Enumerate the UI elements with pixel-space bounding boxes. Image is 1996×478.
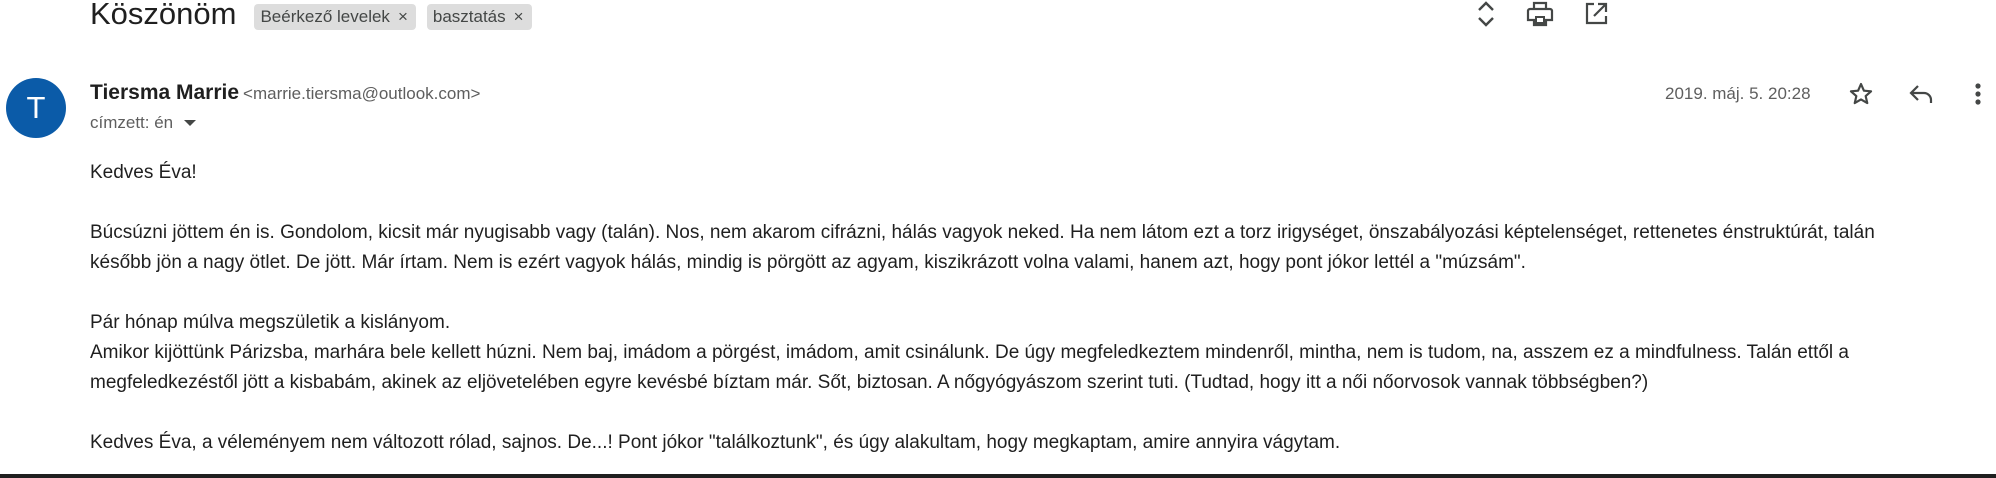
avatar[interactable] bbox=[6, 78, 66, 138]
sender-name[interactable]: Tiersma Marrie bbox=[90, 81, 240, 104]
paragraph-line: Pár hónap múlva megszületik a kislányom. bbox=[90, 312, 451, 333]
message-body bbox=[90, 158, 1980, 458]
open-in-new-window-icon[interactable] bbox=[1580, 0, 1612, 30]
label-chip-inbox[interactable] bbox=[254, 4, 415, 30]
paragraph-line: Amikor kijöttünk Párizsba, marhára bele kellett húzni. Nem baj, imádom a pörgést, imádom, amit csinálunk. De úgy megfeledkeztem mindenről, mintha, nem is tudom, na, asszem ez a mindfulness. Talán ettől a bbox=[90, 342, 1850, 363]
email-subject: Köszönöm bbox=[90, 0, 237, 31]
divider bbox=[0, 474, 1996, 478]
expand-collapse-icon[interactable] bbox=[1470, 0, 1502, 30]
more-vertical-icon[interactable] bbox=[1965, 78, 1991, 110]
star-icon[interactable] bbox=[1845, 78, 1877, 110]
paragraph-line: megfeledkezéstől jött a kisbabám, akinek az eljövetelében egyre kevésbé bíztam már. Sőt, biztosan. A nőgyógyászom szerint tuti. (Tudtad, hogy itt a női nőorvosok vannak többségben?) bbox=[90, 372, 1649, 393]
remove-label-icon[interactable]: × bbox=[397, 7, 408, 26]
subject-row bbox=[90, 0, 543, 34]
paragraph-line: Kedves Éva, a véleményem nem változott rólad, sajnos. De...! Pont jókor "találkoztunk", és úgy alakultam, hogy megkaptam, amire annyira vágytam. bbox=[90, 432, 1341, 453]
label-chip-text: basztatás bbox=[432, 7, 506, 26]
sender-email: <marrie.tiersma@outlook.com> bbox=[243, 84, 481, 103]
remove-label-icon[interactable]: × bbox=[513, 7, 524, 26]
paragraph-line: később jön a nagy ötlet. De jött. Már írtam. Nem is ezért vagyok hálás, mindig is pörgött az agyam, kiszikrázott volna valami, hanem azt, hogy pont jókor lettél a "múzsám". bbox=[90, 252, 1526, 273]
recipient-text: címzett: én bbox=[90, 113, 174, 132]
label-chip-custom[interactable] bbox=[427, 4, 532, 30]
chevron-down-icon[interactable] bbox=[183, 118, 197, 128]
reply-icon[interactable] bbox=[1905, 78, 1937, 110]
avatar-letter: T bbox=[26, 90, 46, 125]
paragraph-line: Búcsúzni jöttem én is. Gondolom, kicsit már nyugisabb vagy (talán). Nos, nem akarom cifrázni, hálás vagyok neked. Ha nem látom ezt a torz irigységet, önszabályozási képtelenséget, rettenetes énstruktúrát, talán bbox=[90, 222, 1875, 243]
recipient-row bbox=[90, 113, 197, 133]
sender-row bbox=[90, 81, 480, 105]
greeting: Kedves Éva! bbox=[90, 162, 197, 183]
message-date: 2019. máj. 5. 20:28 bbox=[1665, 84, 1811, 103]
label-chip-text: Beérkező levelek bbox=[260, 7, 390, 26]
print-icon[interactable] bbox=[1524, 0, 1556, 30]
